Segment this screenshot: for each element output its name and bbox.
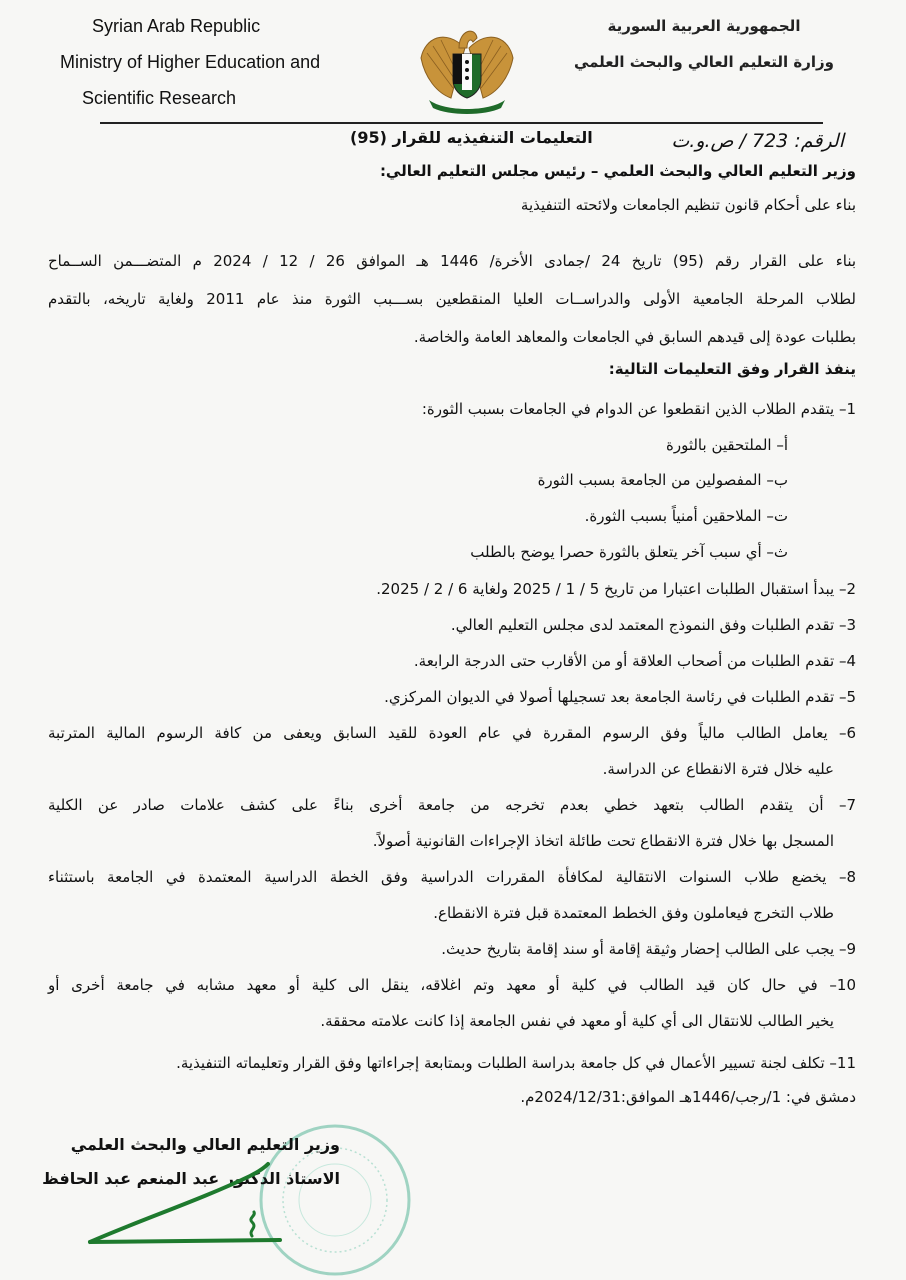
arabic-ministry: وزارة التعليم العالي والبحث العلمي: [573, 53, 834, 71]
item-1-sub-a: أ– الملتحقين بالثورة: [665, 436, 788, 454]
item-1: 1– يتقدم الطلاب الذين انقطعوا عن الدوام في الجامعات بسبب الثورة:: [421, 400, 856, 418]
basis-law: بناء على أحكام قانون تنظيم الجامعات ولائحته التنفيذية: [520, 196, 856, 214]
basis-decision-line2: لطلاب المرحلة الجامعية الأولى والدراســات العليا المنقطعين بســـبب الثورة منذ عام 2011 ولغاية تاريخه، بالتقدم: [48, 290, 856, 308]
item-10-line1: 10– في حال كان قيد الطالب في كلية أو معهد وتم اغلاقه، ينقل الى كلية أو معهد مشابه في جامعة أخرى أو: [48, 976, 856, 994]
item-7-line1: 7– أن يتقدم الطالب بتعهد خطي بعدم تخرجه من جامعة أخرى بناءً على كشف علامات صادر عن الكلية: [48, 796, 856, 814]
reference-number: [671, 130, 844, 152]
item-8-line2: طلاب التخرج فيعاملون وفق الخطط المعتمدة قبل فترة الانقطاع.: [433, 904, 834, 922]
item-6-line1: 6– يعامل الطالب مالياً وفق الرسوم المقررة في عام العودة للقيد السابق ويعفى من كافة الرسوم المالية المترتبة: [48, 724, 856, 742]
basis-decision-line3: بطلبات عودة إلى قيدهم السابق في الجامعات والمعاهد العامة والخاصة.: [413, 328, 856, 346]
handwritten-signature-icon: [80, 1150, 310, 1250]
arabic-letterhead: [574, 8, 834, 80]
arabic-country: الجمهورية العربية السورية: [607, 17, 801, 35]
document-title: التعليمات التنفيذيه للقرار (95): [350, 128, 593, 147]
item-4: 4– تقدم الطلبات من أصحاب العلاقة أو من الأقارب حتى الدرجة الرابعة.: [413, 652, 856, 670]
syrian-eagle-emblem-icon: [415, 18, 519, 116]
basis-decision-line1: بناء على القرار رقم (95) تاريخ 24 /جمادى الأخرة/ 1446 هـ الموافق 26 / 12 / 2024 م المتضـــمن الســماح: [48, 252, 857, 270]
english-ministry-line2: Scientific Research: [82, 88, 237, 108]
issue-date-line: دمشق في: 1/رجب/1446هـ الموافق:2024/12/31م.: [520, 1088, 856, 1106]
english-country: Syrian Arab Republic: [92, 16, 261, 36]
reference-value: 723 / ص.و.ت: [671, 130, 789, 152]
enactment-clause: ينفذ القرار وفق التعليمات التالية:: [608, 360, 856, 378]
item-1-sub-d: ث– أي سبب آخر يتعلق بالثورة حصرا يوضح بالطلب: [470, 543, 788, 561]
item-11: 11– تكلف لجنة تسيير الأعمال في كل جامعة بدراسة الطلبات وبمتابعة إجراءاتها وفق القرار وتعليماته التنفيذية.: [176, 1054, 856, 1072]
item-8-line1: 8– يخضع طلاب السنوات الانتقالية لمكافأة المقررات الدراسية وفق الخطة الدراسية المعتمدة في الجامعة باستثناء: [48, 868, 856, 886]
item-7-line2: المسجل بها خلال فترة الانقطاع تحت طائلة اتخاذ الإجراءات القانونية أصولاً.: [372, 832, 834, 850]
signatory-name: الاستاذ الدكتور عبد المنعم عبد الحافظ: [42, 1169, 340, 1188]
item-6-line2: عليه خلال فترة الانقطاع عن الدراسة.: [602, 760, 834, 778]
item-9: 9– يجب على الطالب إحضار وثيقة إقامة أو سند إقامة بتاريخ حديث.: [441, 940, 856, 958]
item-10-line2: يخير الطالب للانتقال الى أي كلية أو معهد في نفس الجامعة إذا كانت علامته محققة.: [320, 1012, 834, 1030]
reference-label: الرقم:: [794, 130, 844, 152]
item-2: 2– يبدأ استقبال الطلبات اعتبارا من تاريخ 5 / 1 / 2025 ولغاية 6 / 2 / 2025.: [376, 580, 856, 598]
signatory-title: وزير التعليم العالي والبحث العلمي: [70, 1135, 340, 1154]
item-1-sub-c: ت– الملاحقين أمنياً بسبب الثورة.: [584, 507, 788, 525]
english-ministry-line1: Ministry of Higher Education and: [60, 52, 321, 72]
header-divider: [100, 122, 823, 124]
addressee: وزير التعليم العالي والبحث العلمي – رئيس مجلس التعليم العالي:: [379, 162, 856, 180]
item-1-sub-b: ب– المفصولين من الجامعة بسبب الثورة: [537, 471, 788, 489]
item-3: 3– تقدم الطلبات وفق النموذج المعتمد لدى مجلس التعليم العالي.: [450, 616, 856, 634]
item-5: 5– تقدم الطلبات في رئاسة الجامعة بعد تسجيلها أصولا في الديوان المركزي.: [384, 688, 856, 706]
